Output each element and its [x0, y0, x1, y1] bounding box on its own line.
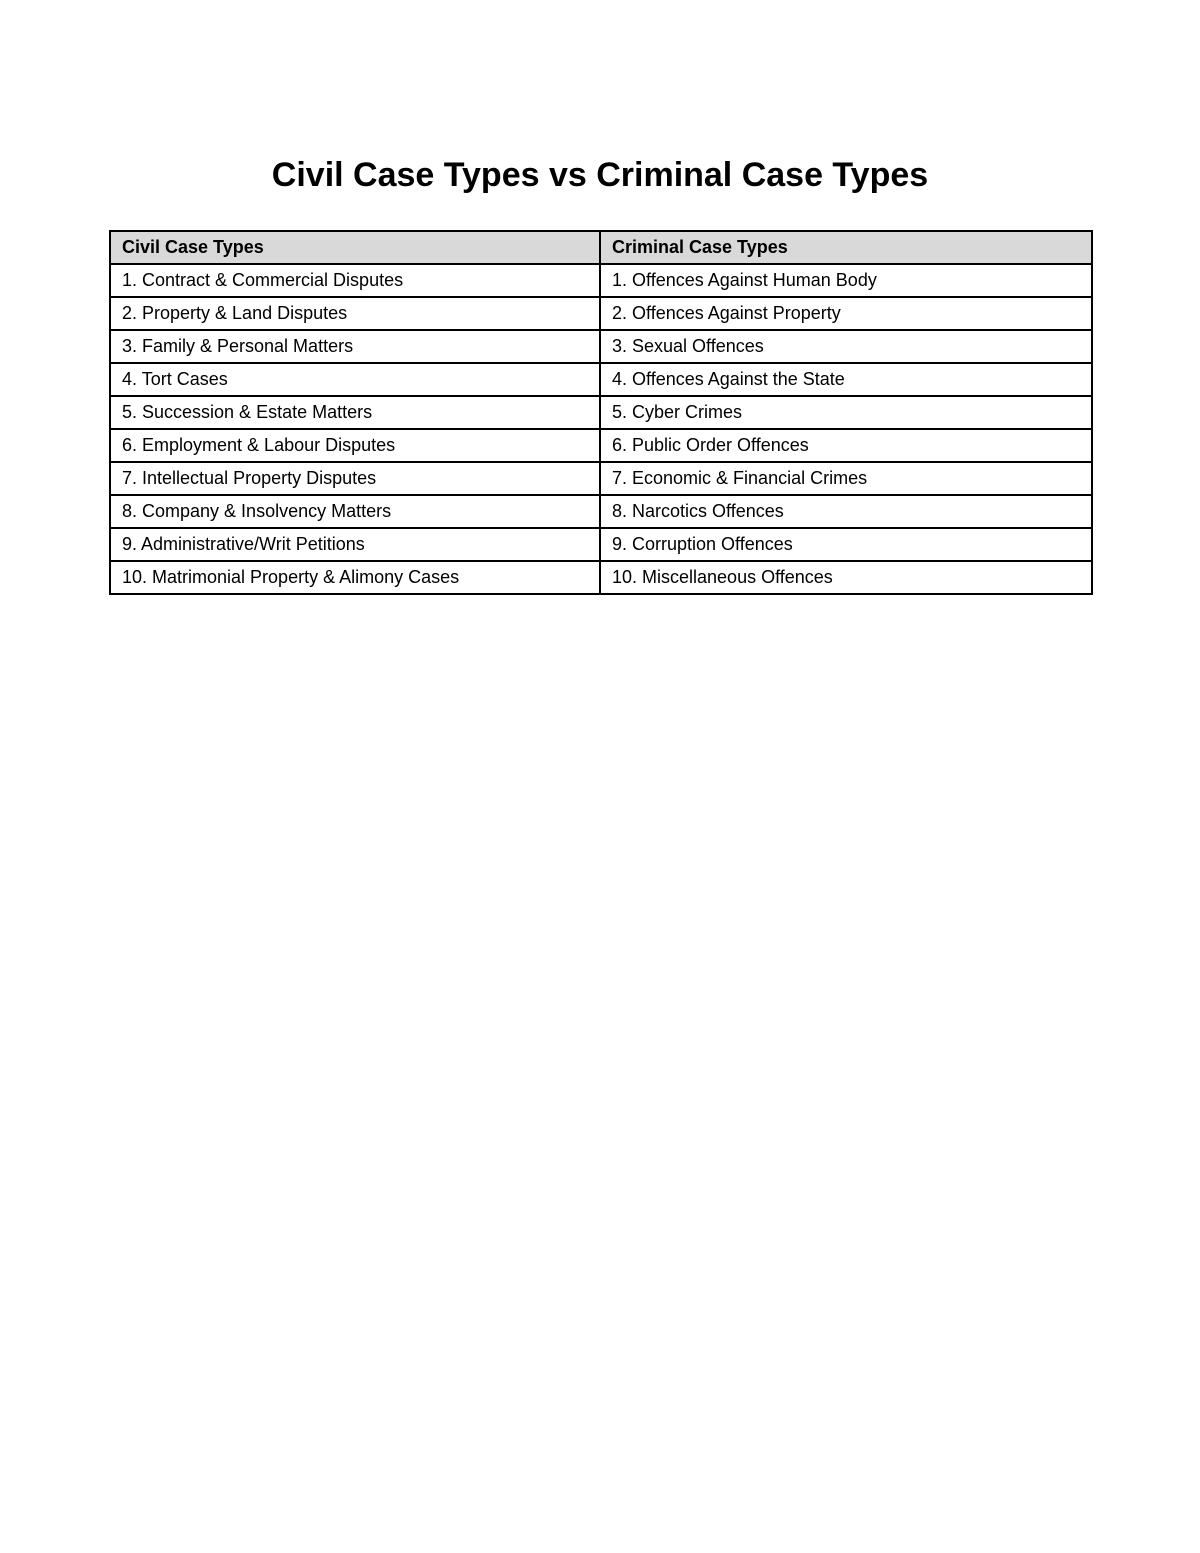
table-row [110, 330, 1092, 363]
table-row [110, 429, 1092, 462]
civil-case-cell: 7. Intellectual Property Disputes [110, 462, 600, 495]
table-row [110, 495, 1092, 528]
civil-case-cell: 1. Contract & Commercial Disputes [110, 264, 600, 297]
column-header-civil: Civil Case Types [110, 231, 600, 264]
criminal-case-cell: 2. Offences Against Property [600, 297, 1092, 330]
table-row [110, 396, 1092, 429]
criminal-case-cell: 5. Cyber Crimes [600, 396, 1092, 429]
table-row [110, 462, 1092, 495]
table-row [110, 528, 1092, 561]
table-row [110, 297, 1092, 330]
civil-case-cell: 6. Employment & Labour Disputes [110, 429, 600, 462]
table-header-row [110, 231, 1092, 264]
civil-case-cell: 4. Tort Cases [110, 363, 600, 396]
criminal-case-cell: 3. Sexual Offences [600, 330, 1092, 363]
criminal-case-cell: 8. Narcotics Offences [600, 495, 1092, 528]
civil-case-cell: 2. Property & Land Disputes [110, 297, 600, 330]
criminal-case-cell: 4. Offences Against the State [600, 363, 1092, 396]
criminal-case-cell: 7. Economic & Financial Crimes [600, 462, 1092, 495]
table-row [110, 363, 1092, 396]
criminal-case-cell: 6. Public Order Offences [600, 429, 1092, 462]
civil-case-cell: 5. Succession & Estate Matters [110, 396, 600, 429]
civil-case-cell: 3. Family & Personal Matters [110, 330, 600, 363]
criminal-case-cell: 1. Offences Against Human Body [600, 264, 1092, 297]
criminal-case-cell: 10. Miscellaneous Offences [600, 561, 1092, 594]
page-title: Civil Case Types vs Criminal Case Types [271, 156, 929, 194]
civil-case-cell: 9. Administrative/Writ Petitions [110, 528, 600, 561]
criminal-case-cell: 9. Corruption Offences [600, 528, 1092, 561]
civil-case-cell: 8. Company & Insolvency Matters [110, 495, 600, 528]
table-row [110, 561, 1092, 594]
table-row [110, 264, 1092, 297]
case-types-table [109, 230, 1093, 595]
civil-case-cell: 10. Matrimonial Property & Alimony Cases [110, 561, 600, 594]
column-header-criminal: Criminal Case Types [600, 231, 1092, 264]
